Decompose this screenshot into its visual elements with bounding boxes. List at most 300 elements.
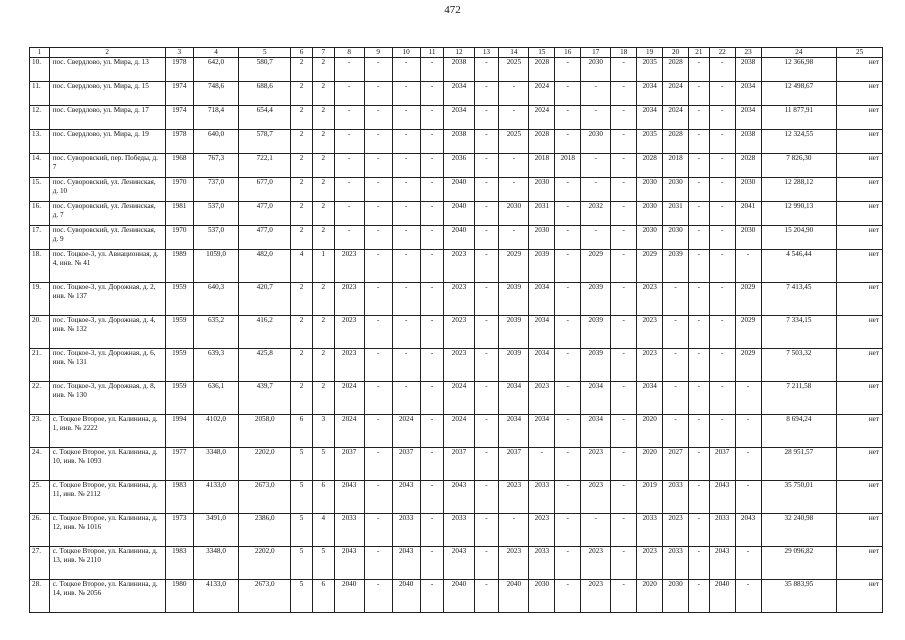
table-row [30, 154, 883, 178]
cell-col-12: 2040 [444, 580, 474, 613]
cell-col-21: - [688, 106, 709, 130]
cell-col-12: 2023 [444, 316, 474, 349]
cell-col-13: - [474, 514, 499, 547]
cell-col-14: 2025 [499, 130, 529, 154]
cell-col-10: - [392, 316, 420, 349]
cell-row-number: 12. [30, 106, 50, 130]
cell-col-19: 2035 [637, 58, 663, 82]
column-header: 3 [165, 48, 193, 58]
cell-col-19: 2030 [637, 226, 663, 250]
cell-col-11: - [420, 415, 444, 448]
cell-col-19: 2019 [637, 481, 663, 514]
cell-col-25: нет [837, 58, 883, 82]
cell-col-10: - [392, 106, 420, 130]
cell-col-8: - [334, 202, 364, 226]
cell-col-25: нет [837, 580, 883, 613]
cell-col-9: - [364, 226, 392, 250]
cell-col-14: 2034 [499, 415, 529, 448]
cell-col-19: 2029 [637, 250, 663, 283]
cell-col-8: 2023 [334, 250, 364, 283]
cell-col-25: нет [837, 547, 883, 580]
cell-col-23: 2034 [735, 106, 761, 130]
cell-col-25: нет [837, 130, 883, 154]
cell-col-18: - [611, 178, 637, 202]
cell-cost: 8 694,24 [761, 415, 837, 448]
cell-col-25: нет [837, 382, 883, 415]
cell-address: с. Тоцкое Второе, ул. Калинина, д. 10, инв. № 1093 [49, 448, 165, 481]
cell-col-18: - [611, 58, 637, 82]
cell-col-22: - [709, 415, 735, 448]
table-row [30, 283, 883, 316]
cell-col-11: - [420, 448, 444, 481]
cell-col-18: - [611, 283, 637, 316]
cell-col-21: - [688, 226, 709, 250]
cell-address: пос. Тоцкое-3, ул. Авиационная, д. 4, инв. № 41 [49, 250, 165, 283]
cell-row-number: 10. [30, 58, 50, 82]
cell-col-21: - [688, 481, 709, 514]
cell-col-9: - [364, 580, 392, 613]
cell-row-number: 25. [30, 481, 50, 514]
cell-col-10: 2043 [392, 547, 420, 580]
cell-col-23: 2043 [735, 514, 761, 547]
cell-col-8: - [334, 82, 364, 106]
cell-total-area: 3348,0 [193, 547, 239, 580]
cell-entrances: 6 [312, 580, 334, 613]
cell-col-16: - [555, 58, 581, 82]
cell-entrances: 2 [312, 202, 334, 226]
cell-col-15: 2028 [529, 130, 555, 154]
cell-col-23: - [735, 250, 761, 283]
table-row [30, 226, 883, 250]
column-header: 10 [392, 48, 420, 58]
cell-row-number: 19. [30, 283, 50, 316]
cell-col-9: - [364, 82, 392, 106]
cell-year-built: 1978 [165, 130, 193, 154]
cell-col-11: - [420, 154, 444, 178]
cell-col-22: - [709, 202, 735, 226]
cell-floors: 6 [291, 415, 313, 448]
table-row [30, 58, 883, 82]
cell-address: пос. Суворовский, ул. Ленинская, д. 10 [49, 178, 165, 202]
cell-col-22: 2033 [709, 514, 735, 547]
cell-col-13: - [474, 226, 499, 250]
cell-entrances: 1 [312, 250, 334, 283]
cell-col-13: - [474, 250, 499, 283]
cell-col-18: - [611, 106, 637, 130]
cell-row-number: 16. [30, 202, 50, 226]
cell-col-16: - [555, 349, 581, 382]
cell-col-11: - [420, 202, 444, 226]
cell-col-16: - [555, 82, 581, 106]
column-header: 23 [735, 48, 761, 58]
table-row [30, 250, 883, 283]
cell-living-area: 654,4 [239, 106, 291, 130]
cell-col-17: 2039 [581, 283, 611, 316]
cell-col-25: нет [837, 226, 883, 250]
cell-entrances: 2 [312, 82, 334, 106]
cell-col-11: - [420, 349, 444, 382]
cell-col-21: - [688, 202, 709, 226]
cell-col-16: - [555, 382, 581, 415]
cell-col-20: 2027 [663, 448, 689, 481]
cell-col-17: 2032 [581, 202, 611, 226]
cell-col-16: - [555, 250, 581, 283]
cell-col-9: - [364, 154, 392, 178]
cell-col-19: 2020 [637, 580, 663, 613]
column-header: 14 [499, 48, 529, 58]
cell-living-area: 578,7 [239, 130, 291, 154]
column-header: 19 [637, 48, 663, 58]
cell-col-20: 2030 [663, 580, 689, 613]
cell-col-15: 2018 [529, 154, 555, 178]
cell-col-8: - [334, 58, 364, 82]
cell-col-9: - [364, 415, 392, 448]
cell-col-22: - [709, 382, 735, 415]
cell-floors: 2 [291, 316, 313, 349]
cell-col-21: - [688, 250, 709, 283]
cell-col-25: нет [837, 283, 883, 316]
cell-col-10: - [392, 202, 420, 226]
cell-col-10: - [392, 58, 420, 82]
cell-row-number: 27. [30, 547, 50, 580]
cell-total-area: 767,3 [193, 154, 239, 178]
cell-living-area: 688,6 [239, 82, 291, 106]
column-header: 4 [193, 48, 239, 58]
cell-year-built: 1980 [165, 580, 193, 613]
cell-col-18: - [611, 415, 637, 448]
cell-col-16: - [555, 481, 581, 514]
cell-col-11: - [420, 178, 444, 202]
cell-col-20: 2039 [663, 250, 689, 283]
cell-col-21: - [688, 382, 709, 415]
cell-col-14: 2029 [499, 250, 529, 283]
cell-col-20: 2023 [663, 514, 689, 547]
cell-col-20: - [663, 283, 689, 316]
cell-col-12: 2043 [444, 547, 474, 580]
cell-col-17: - [581, 154, 611, 178]
cell-col-20: 2033 [663, 547, 689, 580]
cell-living-area: 416,2 [239, 316, 291, 349]
cell-col-8: 2024 [334, 415, 364, 448]
cell-col-21: - [688, 58, 709, 82]
cell-col-14: 2037 [499, 448, 529, 481]
cell-col-12: 2024 [444, 415, 474, 448]
cell-col-22: 2043 [709, 547, 735, 580]
cell-entrances: 2 [312, 130, 334, 154]
cell-total-area: 4133,0 [193, 481, 239, 514]
table-row [30, 106, 883, 130]
cell-row-number: 14. [30, 154, 50, 178]
cell-col-22: - [709, 250, 735, 283]
cell-col-23: 2028 [735, 154, 761, 178]
cell-col-22: - [709, 226, 735, 250]
cell-cost: 29 096,82 [761, 547, 837, 580]
cell-col-12: 2038 [444, 130, 474, 154]
cell-row-number: 13. [30, 130, 50, 154]
cell-entrances: 5 [312, 448, 334, 481]
column-header: 15 [529, 48, 555, 58]
cell-address: пос. Тоцкое-3, ул. Дорожная, д. 8, инв. № 130 [49, 382, 165, 415]
cell-col-10: 2024 [392, 415, 420, 448]
cell-col-19: 2028 [637, 154, 663, 178]
table-row [30, 547, 883, 580]
cell-col-22: - [709, 349, 735, 382]
cell-total-area: 748,6 [193, 82, 239, 106]
cell-col-13: - [474, 580, 499, 613]
cell-cost: 11 877,91 [761, 106, 837, 130]
cell-col-16: 2018 [555, 154, 581, 178]
cell-col-17: - [581, 514, 611, 547]
cell-address: пос. Суворовский, ул. Ленинская, д. 7 [49, 202, 165, 226]
cell-col-22: - [709, 154, 735, 178]
cell-col-9: - [364, 283, 392, 316]
cell-col-19: 2030 [637, 178, 663, 202]
cell-col-9: - [364, 250, 392, 283]
cell-col-8: 2033 [334, 514, 364, 547]
column-header: 16 [555, 48, 581, 58]
cell-col-9: - [364, 178, 392, 202]
cell-col-16: - [555, 106, 581, 130]
table-row [30, 316, 883, 349]
cell-row-number: 18. [30, 250, 50, 283]
cell-cost: 7 334,15 [761, 316, 837, 349]
cell-col-14: - [499, 178, 529, 202]
cell-col-25: нет [837, 481, 883, 514]
cell-col-11: - [420, 514, 444, 547]
cell-year-built: 1983 [165, 547, 193, 580]
cell-cost: 12 498,67 [761, 82, 837, 106]
cell-floors: 2 [291, 82, 313, 106]
cell-floors: 2 [291, 226, 313, 250]
cell-row-number: 11. [30, 82, 50, 106]
cell-col-10: 2033 [392, 514, 420, 547]
cell-col-11: - [420, 382, 444, 415]
cell-address: с. Тоцкое Второе, ул. Калинина, д. 13, инв. № 2110 [49, 547, 165, 580]
cell-col-21: - [688, 316, 709, 349]
cell-living-area: 2058,0 [239, 415, 291, 448]
cell-col-23: 2029 [735, 316, 761, 349]
cell-col-19: 2023 [637, 349, 663, 382]
cell-col-18: - [611, 514, 637, 547]
cell-col-17: 2034 [581, 382, 611, 415]
cell-col-8: 2043 [334, 481, 364, 514]
cell-living-area: 2386,0 [239, 514, 291, 547]
cell-col-21: - [688, 82, 709, 106]
cell-row-number: 26. [30, 514, 50, 547]
cell-col-12: 2024 [444, 382, 474, 415]
cell-entrances: 2 [312, 283, 334, 316]
cell-col-10: - [392, 154, 420, 178]
cell-total-area: 3491,0 [193, 514, 239, 547]
cell-col-17: 2034 [581, 415, 611, 448]
cell-address: с. Тоцкое Второе, ул. Калинина, д. 11, инв. № 2112 [49, 481, 165, 514]
cell-floors: 5 [291, 448, 313, 481]
cell-col-11: - [420, 481, 444, 514]
cell-col-23: - [735, 415, 761, 448]
cell-col-10: 2037 [392, 448, 420, 481]
cell-col-23: 2029 [735, 349, 761, 382]
cell-col-10: - [392, 82, 420, 106]
cell-col-20: 2018 [663, 154, 689, 178]
cell-col-15: 2039 [529, 250, 555, 283]
cell-row-number: 15. [30, 178, 50, 202]
cell-col-8: 2037 [334, 448, 364, 481]
cell-col-17: - [581, 82, 611, 106]
cell-year-built: 1974 [165, 106, 193, 130]
column-header: 9 [364, 48, 392, 58]
cell-col-23: - [735, 481, 761, 514]
cell-address: пос. Тоцкое-3, ул. Дорожная, д. 4, инв. № 132 [49, 316, 165, 349]
cell-col-23: 2038 [735, 58, 761, 82]
cell-cost: 12 288,12 [761, 178, 837, 202]
cell-col-18: - [611, 349, 637, 382]
cell-col-10: - [392, 250, 420, 283]
cell-entrances: 2 [312, 316, 334, 349]
cell-cost: 4 546,44 [761, 250, 837, 283]
cell-cost: 35 883,95 [761, 580, 837, 613]
cell-col-13: - [474, 154, 499, 178]
cell-col-13: - [474, 349, 499, 382]
cell-col-13: - [474, 202, 499, 226]
cell-row-number: 23. [30, 415, 50, 448]
cell-col-18: - [611, 82, 637, 106]
cell-address: пос. Суворовский, ул. Ленинская, д. 9 [49, 226, 165, 250]
cell-col-10: 2043 [392, 481, 420, 514]
column-header: 11 [420, 48, 444, 58]
cell-col-12: 2036 [444, 154, 474, 178]
cell-col-21: - [688, 154, 709, 178]
cell-col-17: 2023 [581, 448, 611, 481]
cell-col-20: 2030 [663, 226, 689, 250]
cell-col-15: 2033 [529, 481, 555, 514]
cell-col-9: - [364, 58, 392, 82]
cell-total-area: 640,0 [193, 130, 239, 154]
table-row [30, 349, 883, 382]
table-body [30, 58, 883, 613]
cell-year-built: 1983 [165, 481, 193, 514]
cell-col-17: - [581, 178, 611, 202]
table-row [30, 448, 883, 481]
cell-col-20: 2030 [663, 178, 689, 202]
cell-col-14: 2040 [499, 580, 529, 613]
table-row [30, 481, 883, 514]
cell-cost: 28 951,57 [761, 448, 837, 481]
column-header: 6 [291, 48, 313, 58]
cell-living-area: 482,0 [239, 250, 291, 283]
column-header: 7 [312, 48, 334, 58]
table-row [30, 382, 883, 415]
cell-col-8: 2024 [334, 382, 364, 415]
cell-col-15: 2034 [529, 415, 555, 448]
cell-address: пос. Тоцкое-3, ул. Дорожная, д. 2, инв. № 137 [49, 283, 165, 316]
cell-col-10: 2040 [392, 580, 420, 613]
cell-living-area: 722,1 [239, 154, 291, 178]
cell-col-18: - [611, 382, 637, 415]
cell-col-18: - [611, 250, 637, 283]
cell-year-built: 1978 [165, 58, 193, 82]
table-row [30, 514, 883, 547]
cell-col-12: 2023 [444, 349, 474, 382]
cell-address: пос. Суворовский, пер. Победы, д. 7 [49, 154, 165, 178]
cell-col-11: - [420, 547, 444, 580]
cell-floors: 2 [291, 106, 313, 130]
cell-col-15: 2024 [529, 106, 555, 130]
cell-col-13: - [474, 106, 499, 130]
cell-col-22: - [709, 130, 735, 154]
cell-col-11: - [420, 106, 444, 130]
column-number-row [30, 48, 883, 58]
cell-address: пос. Свердлово, ул. Мира, д. 13 [49, 58, 165, 82]
cell-col-21: - [688, 448, 709, 481]
cell-floors: 4 [291, 250, 313, 283]
cell-col-16: - [555, 514, 581, 547]
cell-year-built: 1968 [165, 154, 193, 178]
cell-col-23: - [735, 382, 761, 415]
cell-row-number: 28. [30, 580, 50, 613]
cell-col-25: нет [837, 316, 883, 349]
cell-col-17: 2039 [581, 316, 611, 349]
cell-floors: 2 [291, 130, 313, 154]
cell-col-22: - [709, 106, 735, 130]
cell-row-number: 24. [30, 448, 50, 481]
cell-col-14: 2039 [499, 349, 529, 382]
cell-col-20: - [663, 316, 689, 349]
column-header: 17 [581, 48, 611, 58]
cell-col-15: 2028 [529, 58, 555, 82]
cell-col-21: - [688, 178, 709, 202]
cell-col-13: - [474, 481, 499, 514]
cell-col-15: 2024 [529, 82, 555, 106]
cell-col-13: - [474, 415, 499, 448]
cell-col-13: - [474, 448, 499, 481]
housing-registry-table [29, 47, 883, 613]
cell-col-8: 2023 [334, 283, 364, 316]
cell-total-area: 1059,0 [193, 250, 239, 283]
cell-living-area: 477,0 [239, 226, 291, 250]
cell-col-8: 2043 [334, 547, 364, 580]
cell-cost: 35 750,01 [761, 481, 837, 514]
cell-col-22: - [709, 82, 735, 106]
cell-col-8: - [334, 178, 364, 202]
cell-row-number: 20. [30, 316, 50, 349]
cell-col-23: 2041 [735, 202, 761, 226]
cell-cost: 7 503,32 [761, 349, 837, 382]
cell-row-number: 21. [30, 349, 50, 382]
cell-col-16: - [555, 226, 581, 250]
cell-col-20: 2031 [663, 202, 689, 226]
cell-col-14: 2034 [499, 382, 529, 415]
cell-col-22: - [709, 283, 735, 316]
cell-col-18: - [611, 481, 637, 514]
cell-address: пос. Тоцкое-3, ул. Дорожная, д. 6, инв. № 131 [49, 349, 165, 382]
cell-col-22: 2040 [709, 580, 735, 613]
cell-year-built: 1989 [165, 250, 193, 283]
cell-year-built: 1970 [165, 226, 193, 250]
cell-entrances: 2 [312, 349, 334, 382]
cell-col-20: 2024 [663, 82, 689, 106]
cell-col-12: 2043 [444, 481, 474, 514]
cell-col-19: 2035 [637, 130, 663, 154]
cell-cost: 7 826,30 [761, 154, 837, 178]
cell-cost: 7 413,45 [761, 283, 837, 316]
cell-entrances: 4 [312, 514, 334, 547]
cell-col-21: - [688, 580, 709, 613]
table-row [30, 415, 883, 448]
cell-col-15: 2031 [529, 202, 555, 226]
cell-col-17: 2023 [581, 580, 611, 613]
cell-col-17: 2023 [581, 481, 611, 514]
cell-col-21: - [688, 283, 709, 316]
